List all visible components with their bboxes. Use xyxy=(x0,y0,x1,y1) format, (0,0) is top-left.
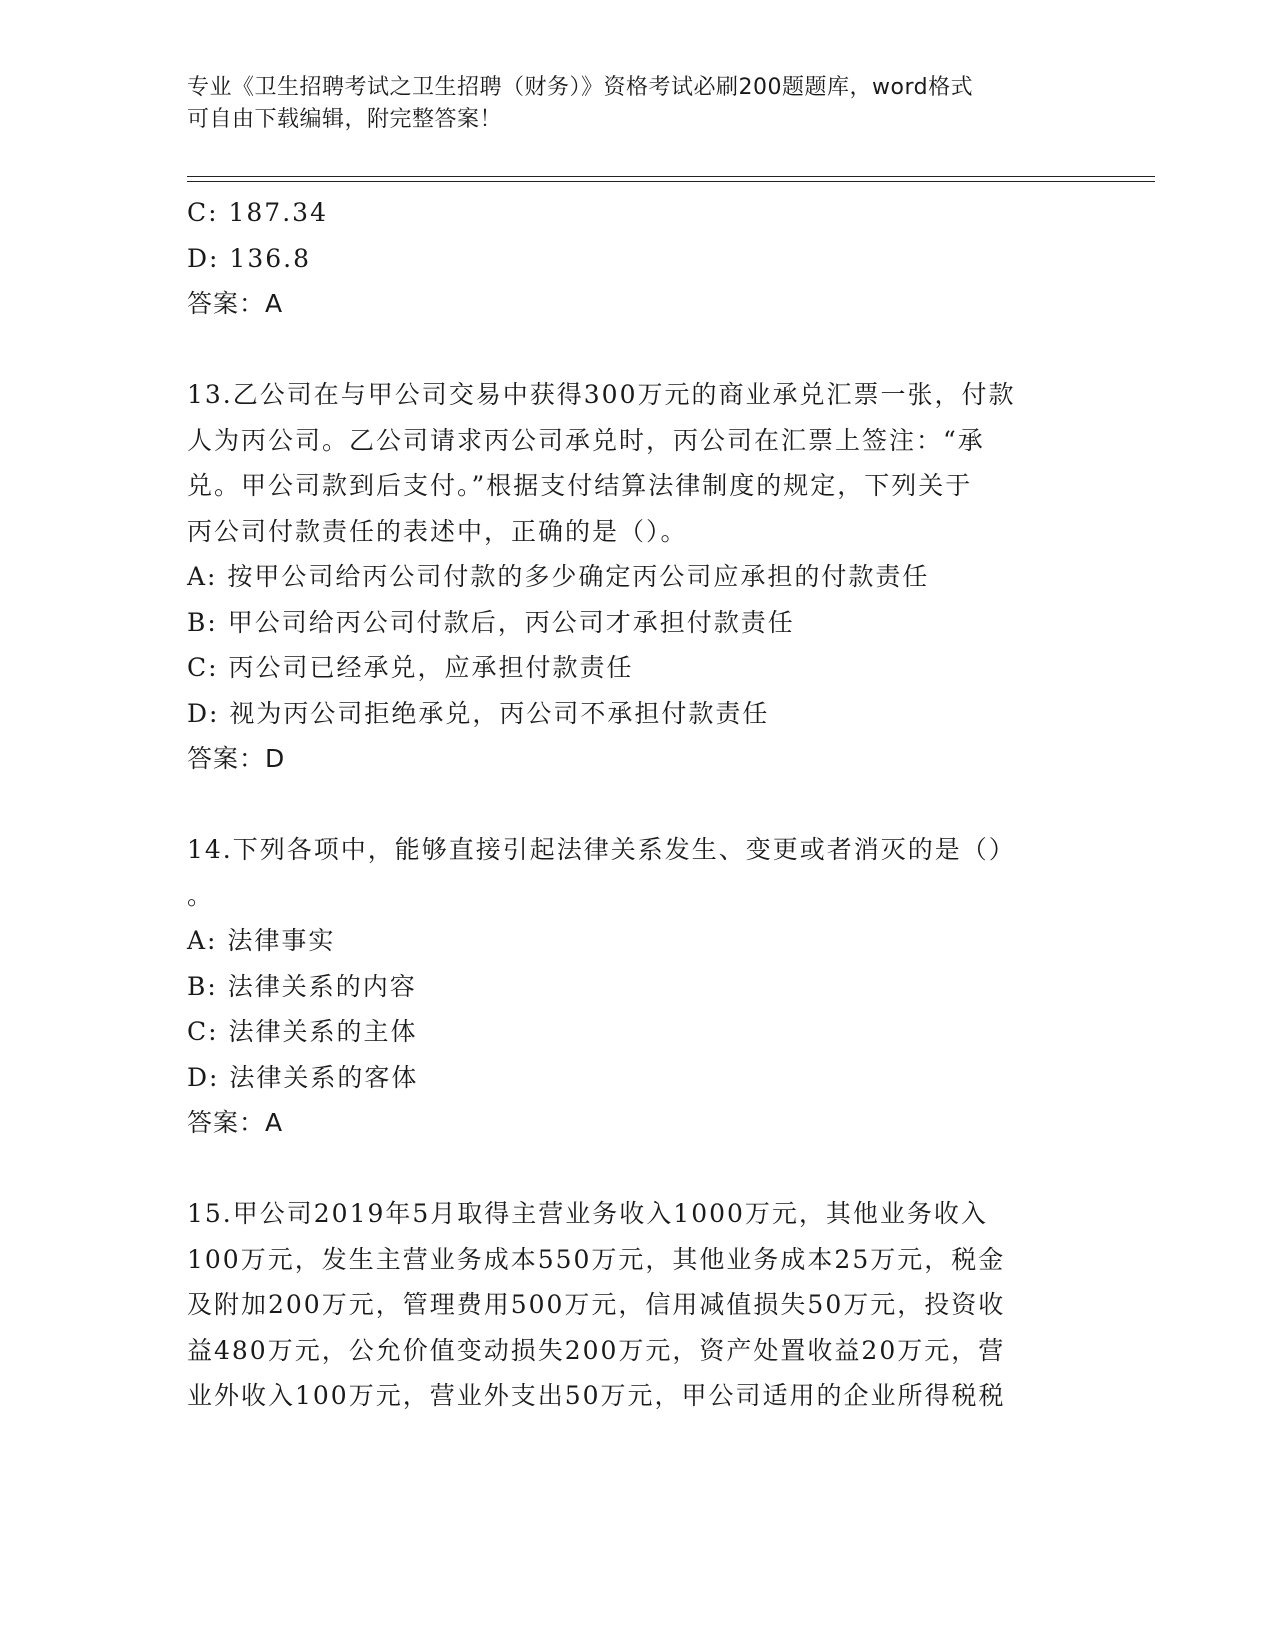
q14-option-b: B: 法律关系的内容 xyxy=(187,971,417,1001)
spacer xyxy=(187,327,1087,373)
header-title-line-1: 专业《卫生招聘考试之卫生招聘（财务）》资格考试必刷200题题库，word格式 xyxy=(187,75,974,100)
q13-stem-line-4: 丙公司付款责任的表述中，正确的是（）。 xyxy=(187,516,688,546)
q15-stem-line-2: 100万元，发生主营业务成本550万元，其他业务成本25万元，税金 xyxy=(187,1244,1006,1274)
spacer xyxy=(187,782,1087,828)
page-header xyxy=(187,72,1087,136)
q13-option-d: D: 视为丙公司拒绝承兑，丙公司不承担付款责任 xyxy=(187,698,770,728)
q13-option-b: B: 甲公司给丙公司付款后，丙公司才承担付款责任 xyxy=(187,607,795,637)
document-body xyxy=(187,190,1087,1419)
q13-stem-line-3: 兑。甲公司款到后支付。”根据支付结算法律制度的规定，下列关于 xyxy=(187,471,973,500)
q15-stem-line-3: 及附加200万元，管理费用500万元，信用减值损失50万元，投资收 xyxy=(187,1290,1006,1319)
q14-option-d: D: 法律关系的客体 xyxy=(187,1062,419,1092)
q15-stem-line-4: 益480万元，公允价值变动损失200万元，资产处置收益20万元，营 xyxy=(187,1335,1006,1365)
q12-option-d: D: 136.8 xyxy=(187,243,311,273)
header-divider-bottom xyxy=(187,181,1155,182)
q14-option-a: A: 法律事实 xyxy=(187,926,336,955)
q13-option-c: C: 丙公司已经承兑，应承担付款责任 xyxy=(187,653,634,682)
q14-answer: 答案：A xyxy=(187,1108,284,1137)
header-title-line-2: 可自由下载编辑，附完整答案！ xyxy=(187,107,503,132)
q13-option-a: A: 按甲公司给丙公司付款的多少确定丙公司应承担的付款责任 xyxy=(187,562,930,591)
q14-option-c: C: 法律关系的主体 xyxy=(187,1017,418,1046)
header-divider-top xyxy=(187,176,1155,177)
q12-option-c: C: 187.34 xyxy=(187,198,328,227)
q15-stem-line-5: 业外收入100万元，营业外支出50万元，甲公司适用的企业所得税税 xyxy=(187,1381,1006,1410)
q13-stem-line-2: 人为丙公司。乙公司请求丙公司承兑时，丙公司在汇票上签注：“承 xyxy=(187,425,985,455)
q12-answer: 答案：A xyxy=(187,289,284,318)
question-13 xyxy=(187,372,1087,782)
q14-stem-line-2: 。 xyxy=(187,880,215,910)
q15-stem-line-1: 15.甲公司2019年5月取得主营业务收入1000万元，其他业务收入 xyxy=(187,1199,988,1228)
q13-answer: 答案：D xyxy=(187,744,286,773)
question-15 xyxy=(187,1191,1087,1419)
q14-stem-line-1: 14.下列各项中，能够直接引起法律关系发生、变更或者消灭的是（） xyxy=(187,835,1016,864)
q13-stem-line-1: 13.乙公司在与甲公司交易中获得300万元的商业承兑汇票一张，付款 xyxy=(187,380,1016,409)
question-14 xyxy=(187,827,1087,1146)
spacer xyxy=(187,1146,1087,1192)
question-12 xyxy=(187,190,1087,327)
